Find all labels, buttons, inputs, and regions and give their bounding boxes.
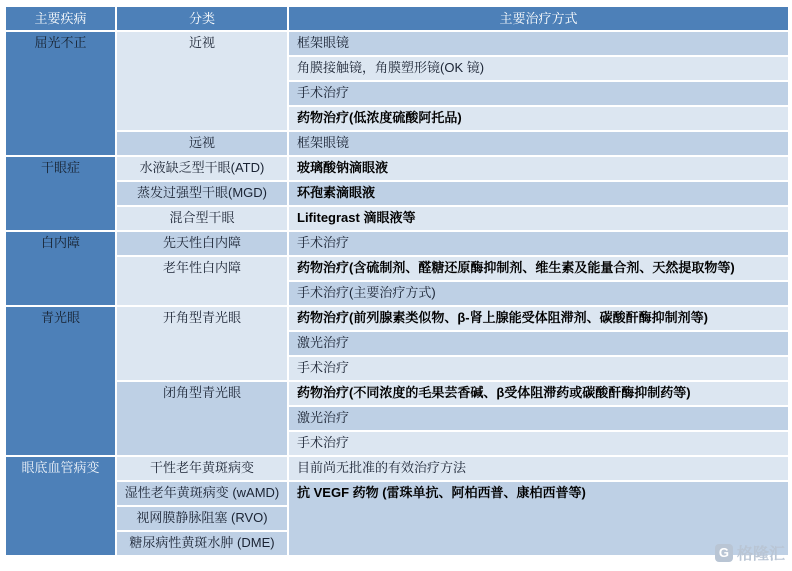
table-row: [5, 131, 789, 156]
classification-cell: 老年性白内障: [116, 256, 288, 306]
treatment-cell: 药物治疗(不同浓度的毛果芸香碱、β受体阻滞药或碳酸酐酶抑制药等): [288, 381, 789, 406]
treatment-cell: 目前尚无批准的有效治疗方法: [288, 456, 789, 481]
table-row: [5, 31, 789, 56]
classification-cell: 远视: [116, 131, 288, 156]
classification-cell: 湿性老年黄斑病变 (wAMD): [116, 481, 288, 506]
treatment-cell: 环孢素滴眼液: [288, 181, 789, 206]
table-row: [5, 381, 789, 406]
header-treatment: 主要治疗方式: [288, 6, 789, 31]
treatment-table: [4, 5, 790, 557]
table-row: [5, 306, 789, 331]
classification-cell: 开角型青光眼: [116, 306, 288, 381]
treatment-cell: 药物治疗(低浓度硫酸阿托品): [288, 106, 789, 131]
treatment-cell: 角膜接触镜，角膜塑形镜(OK 镜): [288, 56, 789, 81]
treatment-cell: 玻璃酸钠滴眼液: [288, 156, 789, 181]
classification-cell: 视网膜静脉阻塞 (RVO): [116, 506, 288, 531]
treatment-cell: 手术治疗: [288, 431, 789, 456]
classification-cell: 水液缺乏型干眼(ATD): [116, 156, 288, 181]
disease-cell: 屈光不正: [5, 31, 116, 156]
header-classification: 分类: [116, 6, 288, 31]
treatment-cell: 框架眼镜: [288, 131, 789, 156]
table-row: [5, 206, 789, 231]
classification-cell: 蒸发过强型干眼(MGD): [116, 181, 288, 206]
table-row: [5, 456, 789, 481]
treatment-cell: 手术治疗: [288, 231, 789, 256]
treatment-cell: 抗 VEGF 药物 (雷珠单抗、阿柏西普、康柏西普等): [288, 481, 789, 556]
disease-cell: 眼底血管病变: [5, 456, 116, 556]
classification-cell: 干性老年黄斑病变: [116, 456, 288, 481]
table-row: [5, 481, 789, 506]
treatment-cell: 手术治疗: [288, 356, 789, 381]
table-row: [5, 231, 789, 256]
treatment-cell: 药物治疗(前列腺素类似物、β-肾上腺能受体阻滞剂、碳酸酐酶抑制剂等): [288, 306, 789, 331]
treatment-cell: Lifitegrast 滴眼液等: [288, 206, 789, 231]
treatment-cell: 激光治疗: [288, 331, 789, 356]
treatment-cell: 药物治疗(含硫制剂、醛糖还原酶抑制剂、维生素及能量合剂、天然提取物等): [288, 256, 789, 281]
table-row: [5, 256, 789, 281]
disease-cell: 干眼症: [5, 156, 116, 231]
classification-cell: 先天性白内障: [116, 231, 288, 256]
classification-cell: 闭角型青光眼: [116, 381, 288, 456]
classification-cell: 混合型干眼: [116, 206, 288, 231]
treatment-cell: 激光治疗: [288, 406, 789, 431]
treatment-cell: 手术治疗(主要治疗方式): [288, 281, 789, 306]
treatment-cell: 框架眼镜: [288, 31, 789, 56]
table-row: [5, 181, 789, 206]
classification-cell: 近视: [116, 31, 288, 131]
gelonghui-logo-icon: G: [715, 544, 733, 562]
table-header-row: [5, 6, 789, 31]
header-disease: 主要疾病: [5, 6, 116, 31]
treatment-cell: 手术治疗: [288, 81, 789, 106]
disease-cell: 白内障: [5, 231, 116, 306]
watermark-brand-text: 格隆汇: [736, 546, 785, 563]
disease-cell: 青光眼: [5, 306, 116, 456]
watermark: [715, 541, 785, 564]
classification-cell: 糖尿病性黄斑水肿 (DME): [116, 531, 288, 556]
table-row: [5, 156, 789, 181]
